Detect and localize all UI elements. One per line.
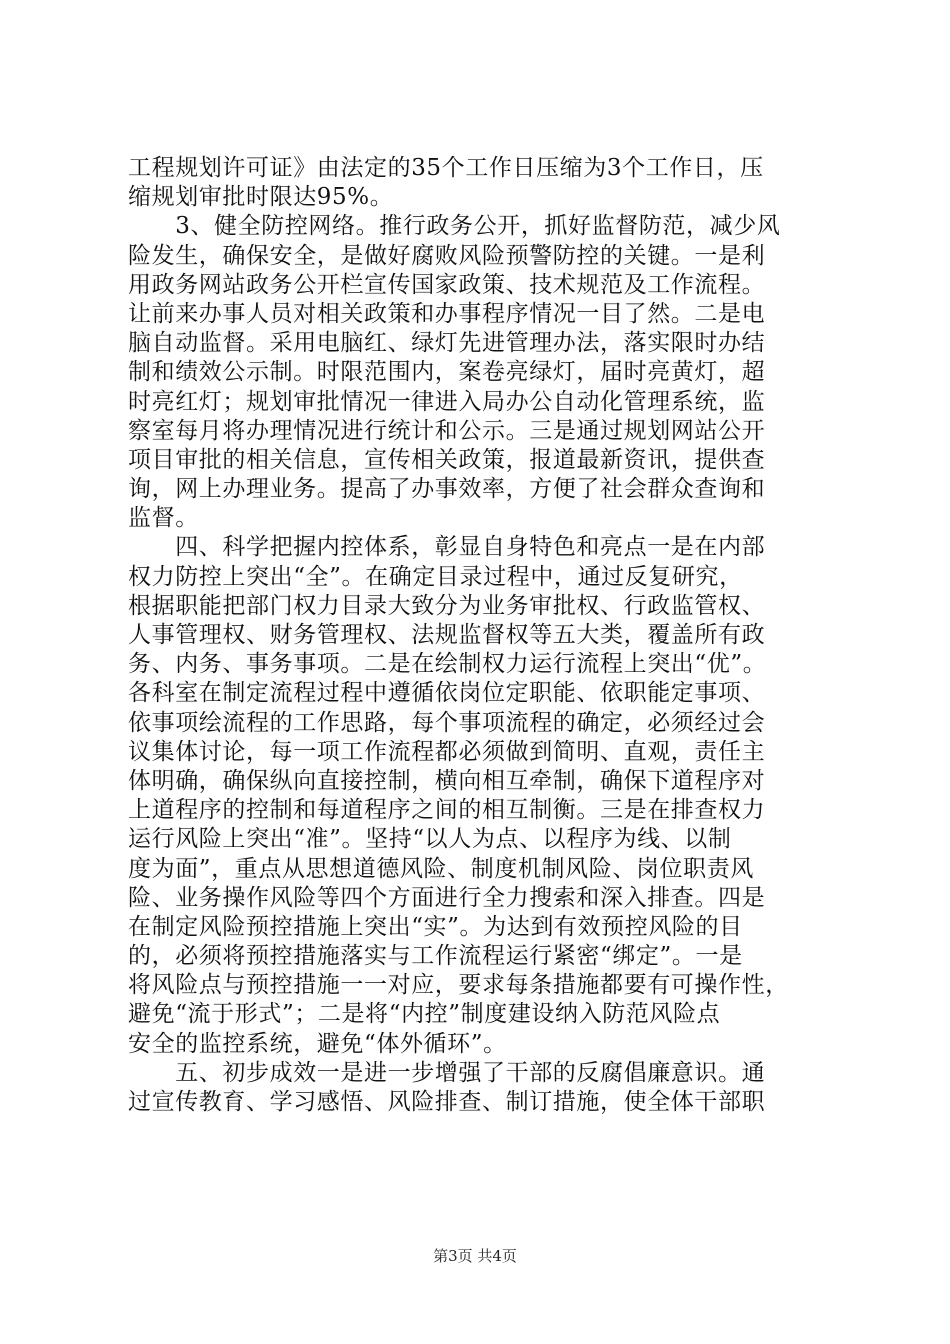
text-line-17: 人事管理权、财务管理权、法规监督权等五大类，覆盖所有政 (128, 622, 766, 648)
text-line-33: 过宣传教育、学习感悟、风险排查、制订措施，使全体干部职 (128, 1089, 766, 1115)
text-line-30: 避免“流于形式”；二是将“内控”制度建设纳入防范风险点 (128, 1001, 721, 1028)
text-line-5: 用政务网站政务公开栏宣传国家政策、技术规范及工作流程。 (128, 271, 766, 298)
text-line-9: 时亮红灯；规划审批情况一律进入局办公自动化管理系统，监 (128, 388, 766, 415)
text-line-23: 上道程序的控制和每道程序之间的相互制衡。三是在排查权力 (128, 797, 766, 824)
text-line-3: 3、健全防控网络。推行政务公开，抓好监督防范，减少风 (128, 213, 781, 240)
text-line-32: 五、初步成效一是进一步增强了干部的反腐倡廉意识。通 (128, 1059, 766, 1086)
text-line-1: 工程规划许可证》由法定的35个工作日压缩为3个工作日，压 (128, 155, 764, 181)
text-line-10: 察室每月将办理情况进行统计和公示。三是通过规划网站公开 (128, 417, 766, 444)
text-line-11: 项目审批的相关信息，宣传相关政策，报道最新资讯，提供查 (128, 446, 766, 473)
text-line-27: 在制定风险预控措施上突出“实”。为达到有效预控风险的目 (128, 913, 743, 940)
text-line-18: 务、内务、事务事项。二是在绘制权力运行流程上突出“优”。 (128, 651, 767, 678)
text-line-14: 四、科学把握内控体系，彰显自身特色和亮点一是在内部 (128, 534, 766, 561)
text-line-28: 的，必须将预控措施落实与工作流程运行紧密“绑定”。一是 (128, 943, 743, 970)
text-line-20: 依事项绘流程的工作思路，每个事项流程的确定，必须经过会 (128, 709, 766, 736)
text-line-29: 将风险点与预控措施一一对应，要求每条措施都要有可操作性， (128, 972, 789, 999)
text-line-21: 议集体讨论，每一项工作流程都必须做到简明、直观，责任主 (128, 738, 766, 765)
text-line-4: 险发生，确保安全，是做好腐败风险预警防控的关键。一是利 (128, 242, 766, 269)
text-line-15: 权力防控上突出“全”。在确定目录过程中，通过反复研究， (128, 563, 743, 590)
text-line-22: 体明确，确保纵向直接控制，横向相互牵制，确保下道程序对 (128, 767, 766, 794)
text-line-12: 询，网上办理业务。提高了办事效率，方便了社会群众查询和 (128, 476, 766, 503)
text-line-8: 制和绩效公示制。时限范围内，案卷亮绿灯，届时亮黄灯，超 (128, 359, 766, 386)
text-line-6: 让前来办事人员对相关政策和办事程序情况一目了然。二是电 (128, 300, 766, 327)
text-line-13: 监督。 (128, 505, 199, 532)
text-line-16: 根据职能把部门权力目录大致分为业务审批权、行政监管权、 (128, 592, 766, 619)
text-line-2: 缩规划审批时限达95%。 (128, 184, 394, 211)
document-body (128, 154, 828, 1117)
text-line-7: 脑自动监督。采用电脑红、绿灯先进管理办法，落实限时办结 (128, 330, 766, 357)
text-line-19: 各科室在制定流程过程中遵循依岗位定职能、依职能定事项、 (128, 680, 766, 707)
text-line-26: 险、业务操作风险等四个方面进行全力搜索和深入排查。四是 (128, 884, 766, 911)
text-line-25: 度为面”，重点从思想道德风险、制度机制风险、岗位职责风 (128, 855, 754, 882)
text-line-31: 安全的监控系统，避免“体外循环”。 (128, 1030, 507, 1057)
text-line-24: 运行风险上突出“准”。坚持“以人为点、以程序为线、以制 (128, 826, 732, 853)
page-number-footer: 第3页 共4页 (433, 1247, 517, 1265)
